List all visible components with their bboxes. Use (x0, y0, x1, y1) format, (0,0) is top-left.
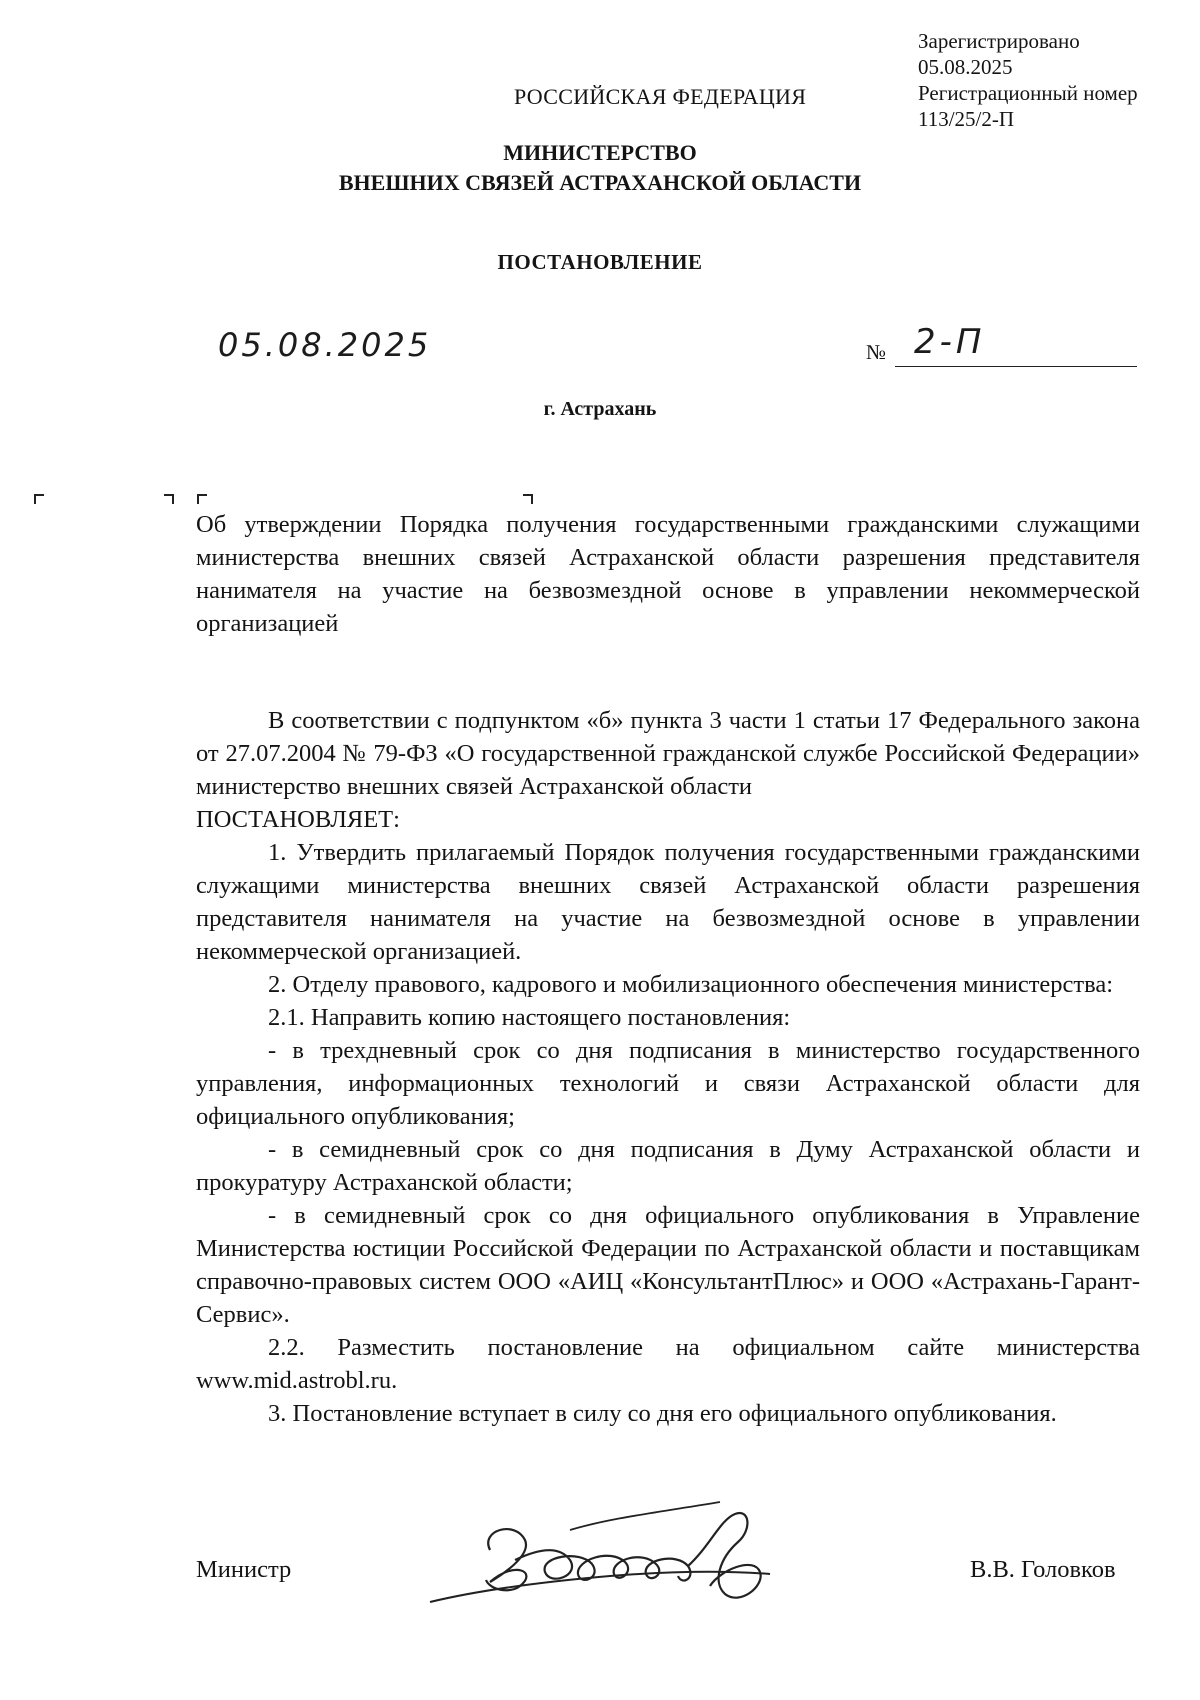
decree-word: ПОСТАНОВЛЯЕТ: (196, 806, 400, 833)
city: г. Астрахань (543, 398, 657, 420)
ministry-line-1: МИНИСТЕРСТВО (503, 140, 697, 165)
document-subject: Об утверждении Порядка получения государственными гражданскими служащими министерства внешних связей Астраханской области разрешения представителя нанимателя на участие на безвозмездной основе в управлении некоммерческой организацией (196, 511, 1140, 637)
corner-mark (197, 494, 207, 504)
number-underline (895, 366, 1137, 367)
ministry-line-2: ВНЕШНИХ СВЯЗЕЙ АСТРАХАНСКОЙ ОБЛАСТИ (338, 170, 862, 195)
corner-mark (523, 494, 533, 504)
registration-stamp (918, 28, 1138, 132)
item-1: 1. Утвердить прилагаемый Порядок получения государственными гражданскими служащими министерства внешних связей Астраханской области разрешения представителя нанимателя на участие на безвозмездной основе в управлении некоммерческой организацией. (196, 839, 1140, 965)
ministry-heading (300, 138, 900, 198)
signature-scribble (420, 1490, 840, 1620)
item-2-1-a: - в трехдневный срок со дня подписания в министерство государственного управления, информационных технологий и связи Астраханской области для официального опубликования; (196, 1037, 1140, 1130)
corner-mark (164, 494, 174, 504)
country-heading: РОССИЙСКАЯ ФЕДЕРАЦИЯ (514, 84, 807, 109)
item-2-1-c: - в семидневный срок со дня официального опубликования в Управление Министерства юстиции Российской Федерации по Астраханской области и поставщикам справочно-правовых систем ООО «АИЦ «КонсультантПлюс» и ООО «Астрахань-Гарант-Сервис». (196, 1202, 1140, 1328)
handwritten-date: 05.08.2025 (218, 326, 432, 364)
document-type: ПОСТАНОВЛЕНИЕ (497, 250, 703, 274)
preamble-paragraph: В соответствии с подпунктом «б» пункта 3 части 1 статьи 17 Федерального закона от 27.07.2004 № 79-ФЗ «О государственной гражданской службе Российской Федерации» министерство внешних связей Астраханской области (196, 707, 1140, 800)
item-2: 2. Отделу правового, кадрового и мобилизационного обеспечения министерства: (268, 971, 1114, 998)
document-body (196, 704, 1140, 1430)
item-3: 3. Постановление вступает в силу со дня его официального опубликования. (268, 1400, 1057, 1427)
handwritten-number: 2-П (914, 322, 986, 362)
number-label: № (866, 340, 887, 364)
item-2-1: 2.1. Направить копию настоящего постановления: (268, 1004, 791, 1031)
corner-mark (34, 494, 44, 504)
item-2-2: 2.2. Разместить постановление на официальном сайте министерства www.mid.astrobl.ru. (196, 1334, 1140, 1394)
signatory-name: В.В. Головков (970, 1556, 1116, 1583)
item-2-1-b: - в семидневный срок со дня подписания в Думу Астраханской области и прокуратуру Астраханской области; (196, 1136, 1140, 1196)
registration-number-label: Регистрационный номер (918, 81, 1138, 105)
registration-number: 113/25/2-П (918, 107, 1015, 131)
registration-label: Зарегистрировано (918, 29, 1080, 53)
signatory-title: Министр (196, 1556, 292, 1583)
handwritten-signature (420, 1490, 840, 1625)
registration-date: 05.08.2025 (918, 55, 1013, 79)
